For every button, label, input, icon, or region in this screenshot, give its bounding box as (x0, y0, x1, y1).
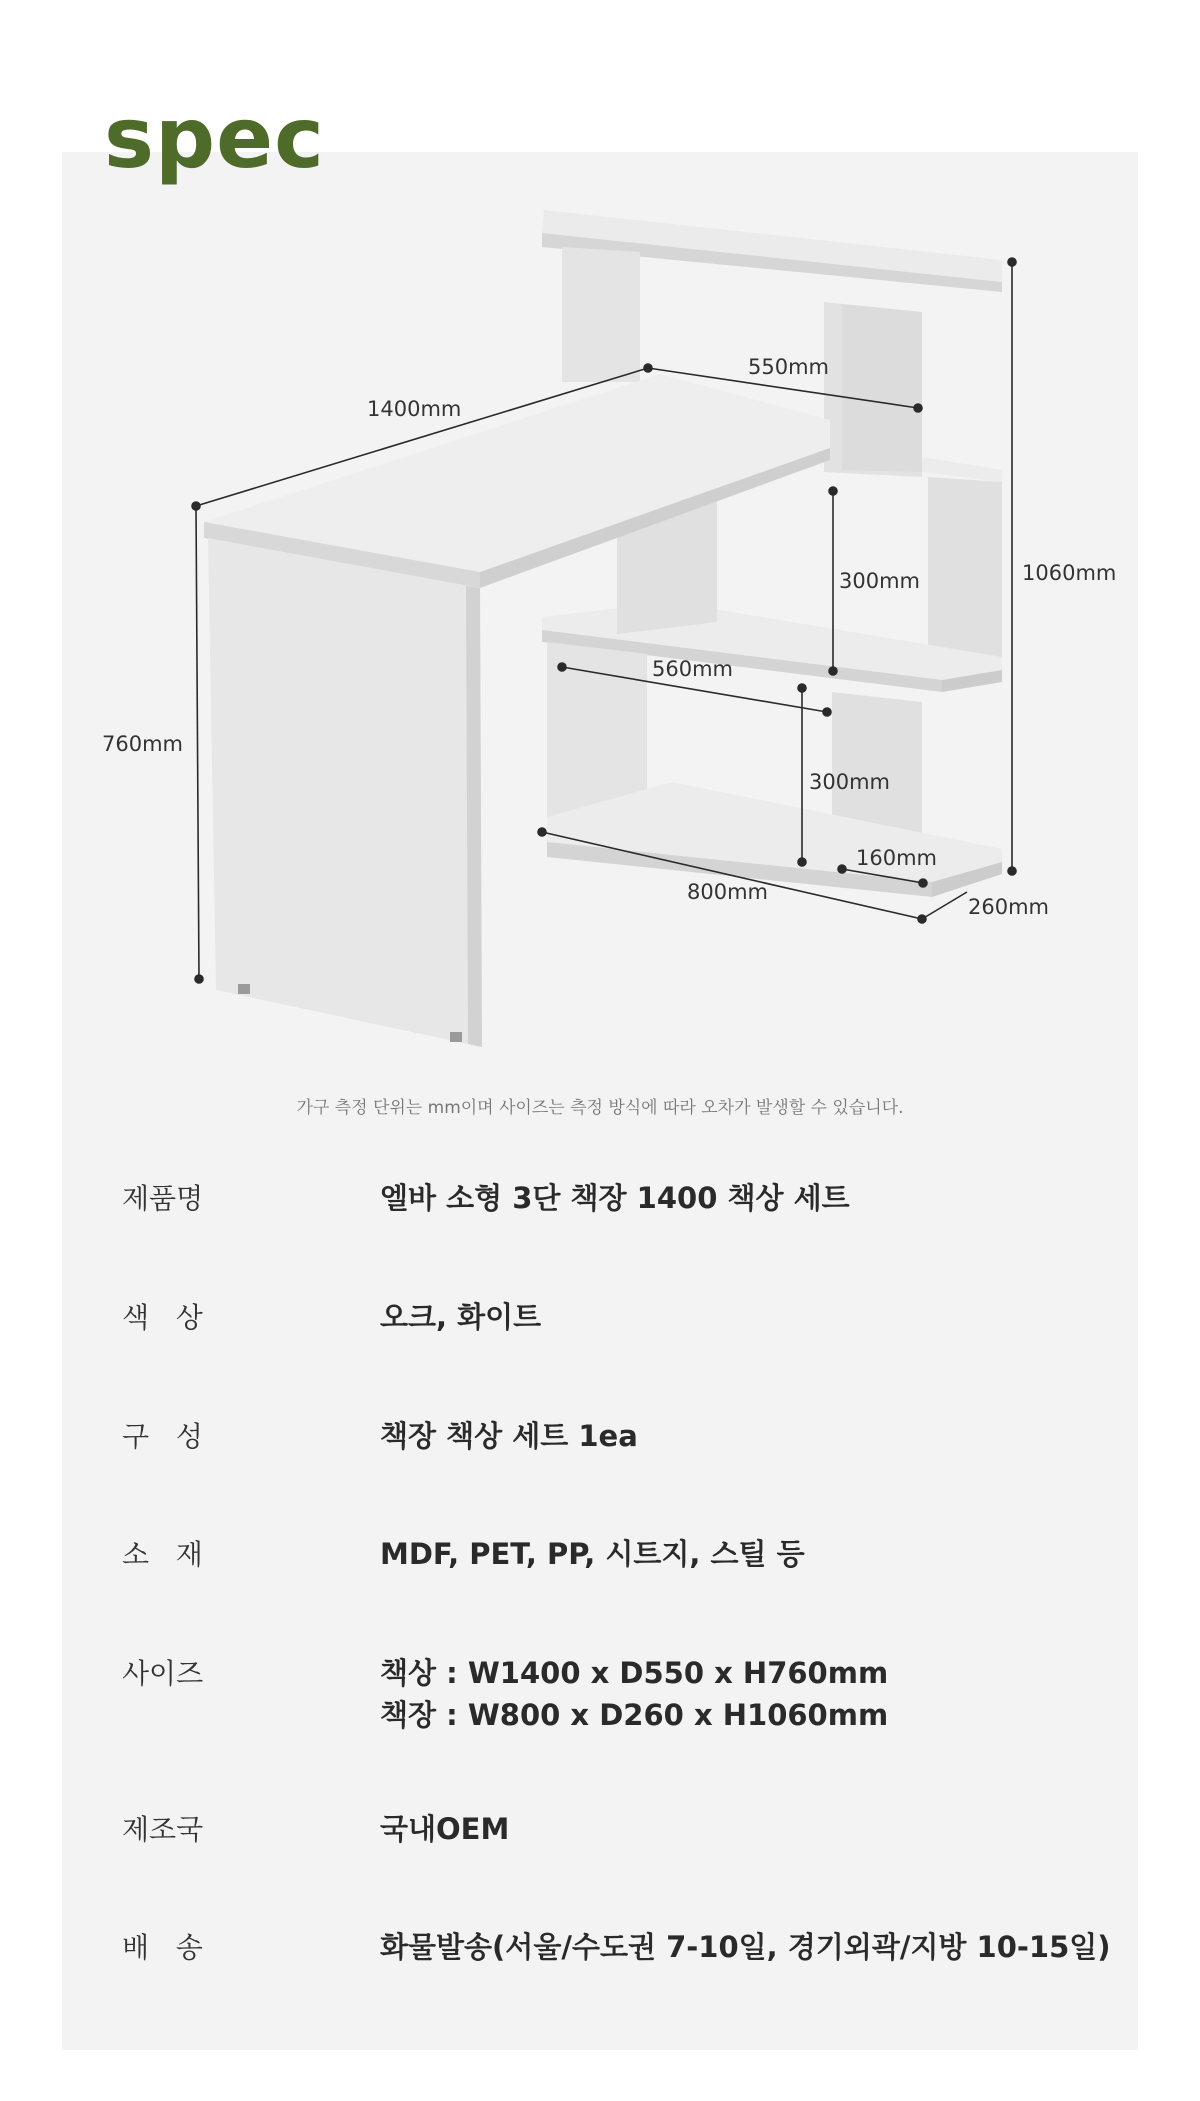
spec-value-line: 책상 : W1400 x D550 x H760mm (380, 1656, 889, 1690)
spec-label: 색 상 (122, 1301, 203, 1334)
spec-value (380, 1652, 888, 1736)
spec-value-line: MDF, PET, PP, 시트지, 스틸 등 (380, 1537, 805, 1571)
product-dimension-diagram (62, 152, 1138, 1082)
dimension-label-column: 160mm (856, 846, 937, 870)
spec-label: 사이즈 (122, 1657, 204, 1690)
dimension-label-lower-gap: 300mm (809, 770, 890, 794)
spec-label: 구 성 (122, 1420, 203, 1453)
spec-value (380, 1533, 805, 1575)
dimension-label-desk-width: 1400mm (367, 397, 462, 421)
spec-value-line: 책장 책상 세트 1ea (380, 1419, 638, 1453)
dimension-label-shelf-height: 1060mm (1022, 561, 1117, 585)
measurement-note: 가구 측정 단위는 mm이며 사이즈는 측정 방식에 따라 오차가 발생할 수 있습니다. (296, 1098, 904, 1118)
spec-value (380, 1808, 509, 1850)
dimension-label-desk-depth: 550mm (748, 355, 829, 379)
dimension-label-shelf-depth: 260mm (968, 895, 1049, 919)
dimension-label-shelf-width: 800mm (687, 880, 768, 904)
dimension-label-desk-height: 760mm (102, 732, 183, 756)
bookshelf-illustration (542, 210, 1002, 897)
spec-label: 제품명 (122, 1182, 204, 1215)
spec-value-line: 책장 : W800 x D260 x H1060mm (380, 1698, 889, 1732)
spec-value-line: 국내OEM (380, 1812, 510, 1846)
spec-value-line: 엘바 소형 3단 책장 1400 책상 세트 (380, 1181, 850, 1215)
spec-value-line: 화물발송(서울/수도권 7-10일, 경기외곽/지방 10-15일) (380, 1930, 1111, 1964)
dimension-label-inner-width: 560mm (652, 657, 733, 681)
page-title: spec (104, 89, 325, 187)
spec-label: 소 재 (122, 1538, 203, 1571)
dimension-label-upper-gap: 300mm (839, 569, 920, 593)
spec-value (380, 1177, 850, 1219)
spec-value (380, 1926, 1111, 1968)
spec-label: 제조국 (122, 1813, 204, 1846)
spec-value (380, 1296, 541, 1338)
spec-label: 배 송 (122, 1931, 203, 1964)
spec-value (380, 1415, 638, 1457)
spec-value-line: 오크, 화이트 (380, 1300, 542, 1334)
